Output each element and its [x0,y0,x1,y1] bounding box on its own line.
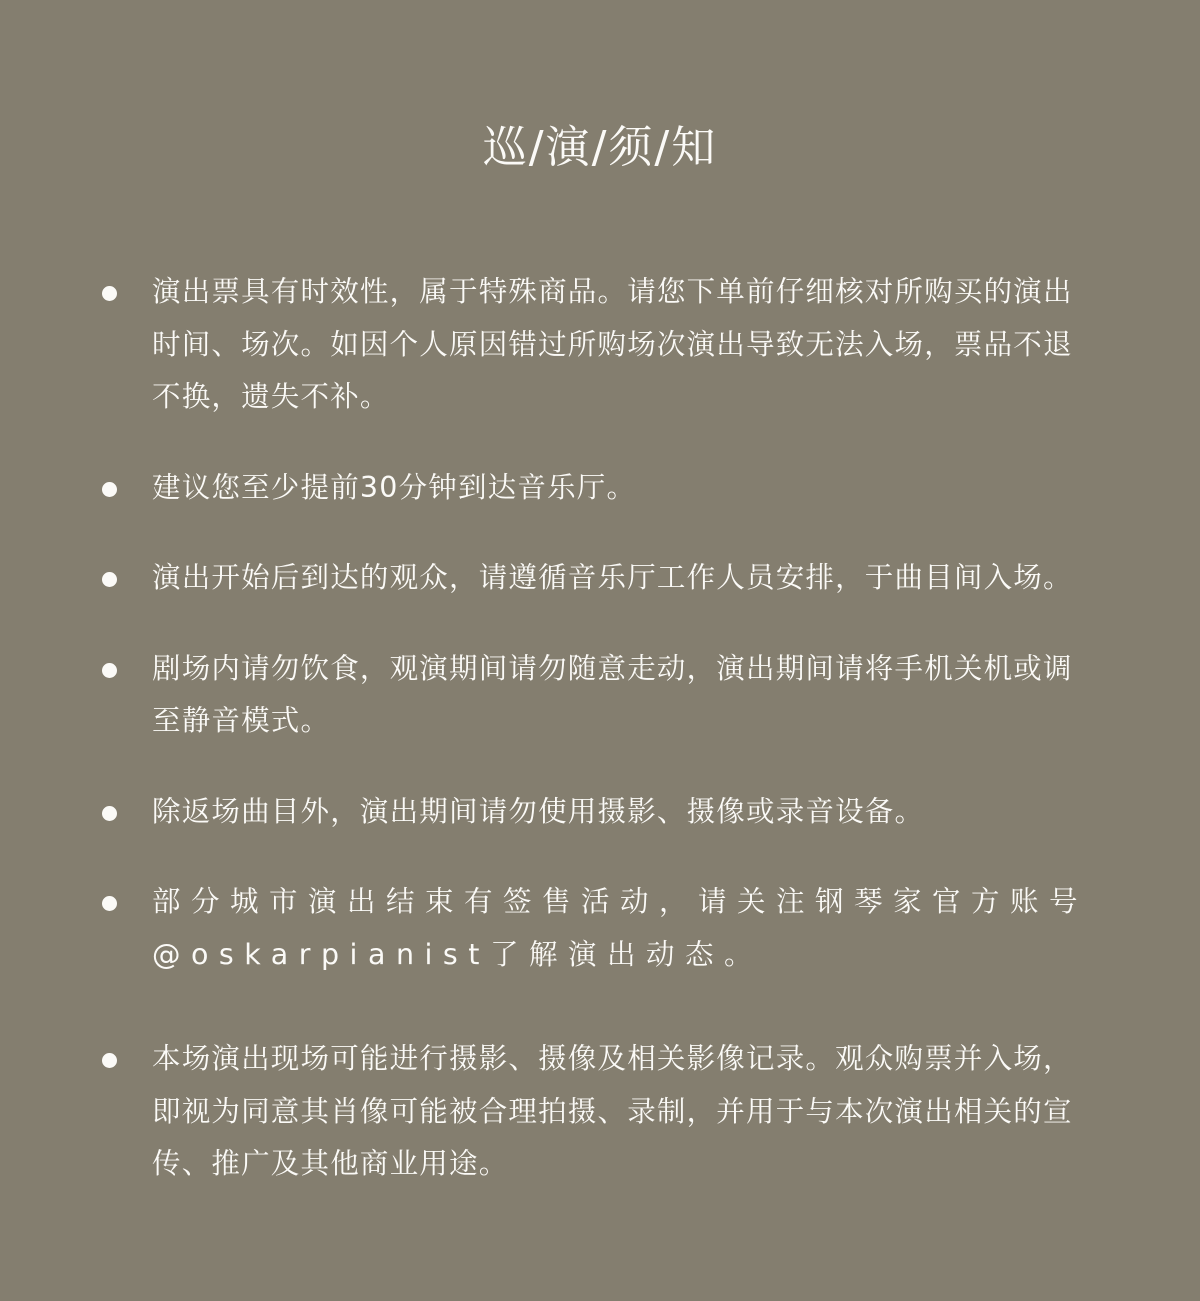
notice-item-ticket-policy [152,266,1102,424]
notice-item-recording-policy [152,786,1102,839]
notice-item-image-consent [152,1033,1102,1191]
bullet-icon [102,482,117,497]
notice-item-arrival-time [152,462,1102,515]
notice-item-late-entry [152,552,1102,605]
bullet-icon [102,286,117,301]
notice-text-theater-conduct: 剧场内请勿饮食，观演期间请勿随意走动，演出期间请将手机关机或调至静音模式。 [152,651,1073,737]
notice-text-ticket-policy: 演出票具有时效性，属于特殊商品。请您下单前仔细核对所购买的演出时间、场次。如因个人原因错过所购场次演出导致无法入场，票品不退不换，遗失不补。 [152,275,1073,413]
bullet-icon [102,663,117,678]
bullet-icon [102,896,117,911]
notice-text-late-entry: 演出开始后到达的观众，请遵循音乐厅工作人员安排，于曲目间入场。 [152,561,1073,594]
notice-text-recording-policy: 除返场曲目外，演出期间请勿使用摄影、摄像或录音设备。 [152,794,925,828]
page-title: 巡/演/须/知 [482,122,718,173]
notice-text-image-consent: 本场演出现场可能进行摄影、摄像及相关影像记录。观众购票并入场，即视为同意其肖像可能被合理拍摄、录制，并用于与本次演出相关的宣传、推广及其他商业用途。 [152,1042,1073,1180]
notice-text-arrival-time: 建议您至少提前30分钟到达音乐厅。 [152,470,637,504]
notice-text-signing-event: 部分城市演出结束有签售活动，请关注钢琴家官方账号@oskarpianist了解演出动态。 [152,885,1089,971]
bullet-icon [102,1053,117,1068]
notice-item-signing-event [152,876,1102,981]
notice-list [0,266,1200,1191]
bullet-icon [102,806,117,821]
bullet-icon [102,572,117,587]
notice-item-theater-conduct [152,643,1102,748]
